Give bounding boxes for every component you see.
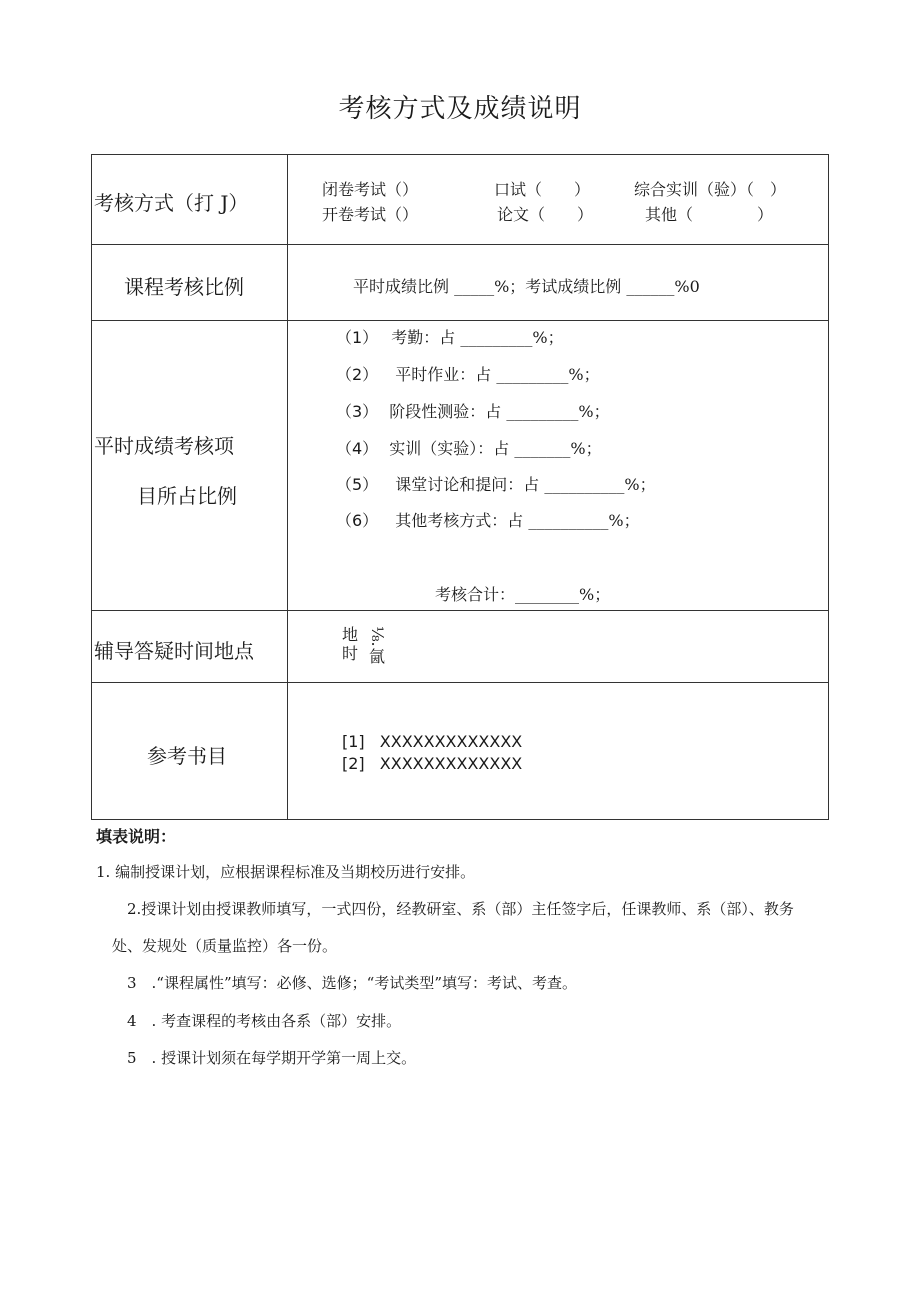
assessment-table <box>91 154 829 820</box>
note-item: 3 .“课程属性”填写：必修、选修；“考试类型”填写：考试、考查。 <box>127 974 577 992</box>
item-text: 考勤：占 _________%； <box>391 328 564 347</box>
assessment-total: 考核合计：________%； <box>435 585 611 604</box>
method-closed-book: 闭卷考试（） <box>322 180 419 199</box>
tutoring-place-char: 地 <box>342 625 359 644</box>
note-item: 4 . 考查课程的考核由各系（部）安排。 <box>127 1012 402 1030</box>
note-item: 1. 编制授课计划，应根据课程标准及当期校历进行安排。 <box>96 863 476 881</box>
row-divider <box>92 682 828 683</box>
item-number: （6） <box>336 511 379 530</box>
tutoring-mark-top: ⅛. <box>368 626 387 647</box>
method-open-book: 开卷考试（） <box>322 205 419 224</box>
item-lab <box>336 436 602 459</box>
item-number: （2） <box>336 365 379 384</box>
assessment-method-label: 考核方式（打 J） <box>94 191 249 215</box>
item-text: 其他考核方式：占 __________%； <box>395 511 640 530</box>
reference-number: [2] <box>342 754 365 773</box>
item-number: （5） <box>336 475 379 494</box>
method-paper: 论文（ ） <box>497 205 594 224</box>
item-number: （1） <box>336 328 379 347</box>
item-attendance <box>336 325 564 348</box>
tutoring-label: 辅导答疑时间地点 <box>94 639 254 663</box>
item-text: 平时作业：占 _________%； <box>395 365 600 384</box>
note-item: 5 . 授课计划须在每学期开学第一周上交。 <box>127 1049 417 1067</box>
item-homework <box>336 362 600 385</box>
item-text: 阶段性测验：占 _________%； <box>389 402 610 421</box>
note-item: 2.授课计划由授课教师填写，一式四份，经教研室、系（部）主任签字后，任课教师、系（部）、教务 <box>127 900 794 918</box>
reference-item <box>342 754 522 773</box>
row-divider <box>92 320 828 321</box>
item-number: （4） <box>336 439 379 458</box>
row-divider <box>92 244 828 245</box>
regular-items-label-line1: 平时成绩考核项 <box>94 434 234 458</box>
method-oral: 口试（ ） <box>494 180 591 199</box>
tutoring-mark-bottom: 氤 <box>369 647 386 666</box>
reference-text: XXXXXXXXXXXXX <box>379 732 523 751</box>
page-title: 考核方式及成绩说明 <box>338 94 582 124</box>
item-discussion <box>336 472 656 495</box>
method-practical: 综合实训（验）（ ） <box>634 180 787 199</box>
reference-item <box>342 732 522 751</box>
method-other: 其他（ ） <box>645 205 774 224</box>
item-text: 实训（实验）：占 _______%； <box>389 439 602 458</box>
notes-title: 填表说明： <box>96 827 177 846</box>
item-quiz <box>336 399 610 422</box>
column-divider <box>287 155 288 819</box>
item-text: 课堂讨论和提问：占 __________%； <box>395 475 656 494</box>
course-ratio-content: 平时成绩比例 _____%；考试成绩比例 ______%0 <box>353 277 700 296</box>
regular-items-label-line2: 目所占比例 <box>137 484 237 508</box>
reference-number: [1] <box>342 732 365 751</box>
references-label: 参考书目 <box>147 744 227 768</box>
row-divider <box>92 610 828 611</box>
item-other <box>336 508 640 531</box>
tutoring-time-char: 时 <box>342 644 359 663</box>
reference-text: XXXXXXXXXXXXX <box>379 754 523 773</box>
course-ratio-label: 课程考核比例 <box>124 275 244 299</box>
note-item: 处、发规处（质量监控）各一份。 <box>112 937 338 955</box>
item-number: （3） <box>336 402 379 421</box>
